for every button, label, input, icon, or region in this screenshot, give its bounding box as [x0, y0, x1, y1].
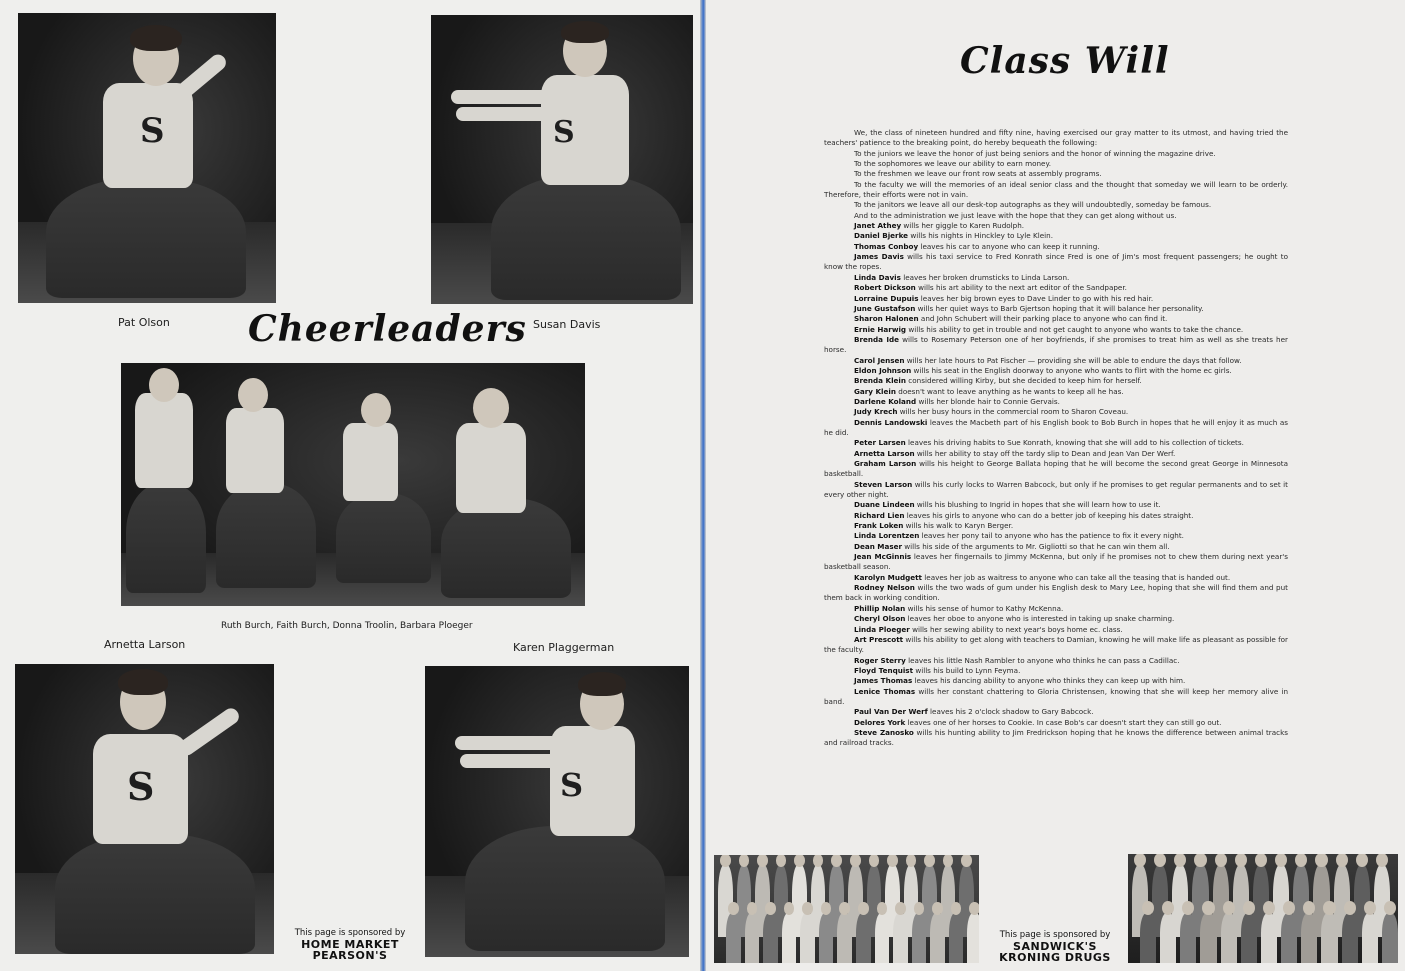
- student-figure: [1180, 913, 1196, 963]
- will-person-name: Steven Larson: [854, 479, 913, 489]
- will-text: To the juniors we leave the honor of just being seniors and the honor of winning the magazine drive.: [854, 148, 1216, 158]
- will-paragraph: [824, 604, 1288, 614]
- cheerleaders-headline: Cheerleaders: [248, 308, 527, 350]
- student-head: [739, 855, 750, 867]
- will-text: wills her quiet ways to Barb Gjertson hoping that it will balance her personality.: [915, 303, 1204, 313]
- student-head: [943, 855, 954, 867]
- student-figure: [1362, 913, 1378, 963]
- student-figure: [856, 913, 871, 963]
- caption-group: Ruth Burch, Faith Burch, Donna Troolin, Barbara Ploeger: [221, 621, 473, 631]
- student-figure: [726, 913, 741, 963]
- will-paragraph: [824, 614, 1288, 624]
- will-person-name: Linda Davis: [854, 272, 901, 282]
- will-paragraph: [824, 635, 1288, 656]
- will-paragraph: [824, 335, 1288, 356]
- left-sponsor: [282, 928, 418, 961]
- student-head: [1263, 901, 1275, 915]
- class-will-text: [824, 128, 1288, 749]
- will-paragraph: [824, 294, 1288, 304]
- sponsor-name: PEARSON'S: [312, 949, 388, 962]
- will-person-name: Frank Loken: [854, 521, 904, 531]
- student-head: [1295, 854, 1307, 867]
- will-person-name: Richard Lien: [854, 510, 905, 520]
- will-paragraph: [824, 676, 1288, 686]
- student-figure: [1301, 913, 1317, 963]
- will-text: wills her giggle to Karen Rudolph.: [901, 221, 1025, 231]
- will-paragraph: [824, 283, 1288, 293]
- will-paragraph: [824, 718, 1288, 728]
- will-text: leaves his car to anyone who can keep it running.: [918, 241, 1100, 251]
- student-head: [765, 902, 776, 915]
- will-person-name: Rodney Nelson: [854, 583, 915, 593]
- student-head: [877, 902, 888, 915]
- will-paragraph: [824, 314, 1288, 324]
- will-paragraph: [824, 500, 1288, 510]
- student-head: [1174, 854, 1186, 867]
- will-paragraph: [824, 231, 1288, 241]
- will-paragraph: [824, 356, 1288, 366]
- student-figure: [893, 913, 908, 963]
- student-head: [869, 855, 880, 867]
- cheerleader-photo-karen-plaggerman: S: [425, 666, 689, 957]
- will-person-name: Roger Sterry: [854, 655, 906, 665]
- student-head: [747, 902, 758, 915]
- will-person-name: June Gustafson: [854, 303, 916, 313]
- cheerleader-photo-susan-davis: S: [431, 15, 693, 304]
- student-figure: [745, 913, 760, 963]
- cheerleader-photo-arnetta-larson: S: [15, 664, 274, 954]
- student-head: [895, 902, 906, 915]
- will-paragraph: [824, 407, 1288, 417]
- student-head: [839, 902, 850, 915]
- class-group-photo-girls: [714, 855, 979, 963]
- student-head: [1215, 854, 1227, 867]
- will-person-name: Karolyn Mudgett: [854, 572, 922, 582]
- will-person-name: Jean McGinnis: [854, 552, 912, 562]
- sponsor-name: SANDWICK'S: [1013, 940, 1097, 953]
- will-text: wills her late hours to Pat Fischer — providing she will be able to endure the days that follow.: [904, 355, 1242, 365]
- will-person-name: James Thomas: [854, 676, 913, 686]
- will-text: considered willing Kirby, but she decided to keep him for herself.: [906, 376, 1142, 386]
- will-person-name: Paul Van Der Werf: [854, 707, 928, 717]
- student-head: [1336, 854, 1348, 867]
- will-person-name: James Davis: [854, 252, 904, 262]
- will-paragraph: [824, 511, 1288, 521]
- student-head: [720, 855, 731, 867]
- will-text: wills his curly locks to Warren Babcock, but only if he promises to get regular permanents and to set it every other night.: [824, 479, 1288, 500]
- will-text: wills his ability to get in trouble and not get caught to anyone who wants to take the chance.: [906, 324, 1244, 334]
- student-figure: [1140, 913, 1156, 963]
- will-paragraph: [824, 728, 1288, 749]
- caption-bottom-left: Arnetta Larson: [104, 638, 186, 651]
- class-will-headline: Class Will: [960, 40, 1170, 82]
- student-figure: [930, 913, 945, 963]
- will-paragraph: [824, 573, 1288, 583]
- will-text: wills his blushing to Ingrid in hopes that she will learn how to use it.: [914, 500, 1161, 510]
- will-person-name: Thomas Conboy: [854, 241, 919, 251]
- will-paragraph: [824, 366, 1288, 376]
- will-text: To the sophomores we leave our ability to earn money.: [854, 159, 1051, 169]
- student-head: [728, 902, 739, 915]
- will-text: leaves her big brown eyes to Dave Linder to go with his red hair.: [918, 293, 1154, 303]
- will-paragraph: [824, 221, 1288, 231]
- student-head: [1384, 901, 1396, 915]
- will-person-name: Lorraine Dupuis: [854, 293, 919, 303]
- will-text: wills his ability to get along with teachers to Damian, knowing he will make life as pleasant as possible for the faculty.: [824, 634, 1288, 655]
- student-head: [1315, 854, 1327, 867]
- will-paragraph: [824, 459, 1288, 480]
- right-page: [706, 0, 1405, 971]
- will-person-name: Judy Krech: [854, 407, 898, 417]
- will-paragraph: [824, 211, 1288, 221]
- cheerleader-photo-pat-olson: S: [18, 13, 276, 303]
- student-head: [1376, 854, 1388, 867]
- will-paragraph: [824, 169, 1288, 179]
- will-person-name: Linda Ploeger: [854, 624, 910, 634]
- will-person-name: Graham Larson: [854, 459, 917, 468]
- student-figure: [800, 913, 815, 963]
- will-person-name: Arnetta Larson: [854, 448, 915, 458]
- will-person-name: Daniel Bjerke: [854, 231, 909, 241]
- will-text: To the faculty we will the memories of an ideal senior class and the thought that someday we will learn to be orderly. Therefore, their efforts were not in vain.: [824, 179, 1288, 200]
- student-figure: [1261, 913, 1277, 963]
- student-head: [1194, 854, 1206, 867]
- student-head: [1202, 901, 1214, 915]
- will-text: To the janitors we leave all our desk-top autographs as they will undoubtedly, someday be famous.: [854, 200, 1212, 210]
- student-head: [1255, 854, 1267, 867]
- will-text: leaves his girls to anyone who can do a better job of keeping his dates straight.: [904, 510, 1194, 520]
- student-head: [757, 855, 768, 867]
- will-text: leaves her job as waitress to anyone who can take all the teasing that is handed out.: [921, 572, 1231, 582]
- will-text: wills her constant chattering to Gloria Christensen, knowing that she will keep her memory alive in band.: [824, 686, 1288, 706]
- sponsor-name: KRONING DRUGS: [999, 951, 1111, 964]
- will-text: wills his walk to Karyn Berger.: [903, 521, 1014, 531]
- student-figure: [763, 913, 778, 963]
- will-person-name: Art Prescott: [854, 634, 904, 644]
- student-head: [1243, 901, 1255, 915]
- student-head: [932, 902, 943, 915]
- will-paragraph: [824, 242, 1288, 252]
- will-text: leaves the Macbeth part of his English book to Bob Burch in hopes that he will enjoy it as much as he did.: [824, 417, 1288, 437]
- will-paragraph: [824, 149, 1288, 159]
- student-head: [794, 855, 805, 867]
- will-text: leaves his dancing ability to anyone who thinks they can keep up with him.: [912, 676, 1186, 686]
- will-paragraph: [824, 376, 1288, 386]
- will-person-name: Brenda Klein: [854, 376, 907, 386]
- will-paragraph: [824, 180, 1288, 201]
- will-person-name: Dennis Landowski: [854, 417, 928, 427]
- will-paragraph: [824, 531, 1288, 541]
- will-text: wills her sewing ability to next year's boys home ec. class.: [909, 624, 1123, 634]
- student-head: [1344, 901, 1356, 915]
- will-person-name: Steve Zanosko: [854, 727, 914, 737]
- student-head: [1356, 854, 1368, 867]
- student-head: [1223, 901, 1235, 915]
- student-figure: [837, 913, 852, 963]
- will-person-name: Duane Lindeen: [854, 500, 915, 510]
- will-paragraph: [824, 273, 1288, 283]
- student-head: [858, 902, 869, 915]
- will-person-name: Darlene Koland: [854, 396, 917, 406]
- student-head: [802, 902, 813, 915]
- student-figure: [949, 913, 964, 963]
- sponsor-prefix: This page is sponsored by: [294, 928, 406, 938]
- will-paragraph: [824, 707, 1288, 717]
- will-person-name: Brenda Ide: [854, 334, 900, 344]
- will-text: wills his sense of humor to Kathy McKenna.: [905, 603, 1064, 613]
- will-paragraph: [824, 480, 1288, 501]
- student-head: [1154, 854, 1166, 867]
- will-paragraph: [824, 200, 1288, 210]
- student-figure: [1321, 913, 1337, 963]
- will-person-name: Delores York: [854, 717, 906, 727]
- student-figure: [1241, 913, 1257, 963]
- will-text: wills his build to Lynn Feyma.: [913, 665, 1021, 675]
- will-text: wills her busy hours in the commercial room to Sharon Coveau.: [897, 407, 1129, 417]
- will-paragraph: [824, 449, 1288, 459]
- will-person-name: Linda Lorentzen: [854, 531, 920, 541]
- student-head: [1235, 854, 1247, 867]
- will-person-name: Carol Jensen: [854, 355, 905, 365]
- will-paragraph: [824, 552, 1288, 573]
- will-paragraph: [824, 542, 1288, 552]
- student-figure: [967, 913, 979, 963]
- will-paragraph: [824, 438, 1288, 448]
- student-figure: [782, 913, 797, 963]
- will-text: wills his taxi service to Fred Konrath since Fred is one of Jim's most frequent passengers; he ought to know the ropes.: [824, 252, 1288, 272]
- student-figure: [1200, 913, 1216, 963]
- student-figure: [1160, 913, 1176, 963]
- will-person-name: Cheryl Olson: [854, 614, 906, 624]
- will-person-name: Peter Larsen: [854, 438, 906, 448]
- will-text: leaves his 2 o'clock shadow to Gary Babcock.: [927, 707, 1094, 717]
- sponsor-prefix: This page is sponsored by: [999, 930, 1111, 940]
- will-text: To the freshmen we leave our front row seats at assembly programs.: [854, 169, 1102, 179]
- will-text: leaves his driving habits to Sue Konrath, knowing that she will add to his collection of tickets.: [905, 438, 1244, 448]
- will-paragraph: [824, 325, 1288, 335]
- student-head: [1364, 901, 1376, 915]
- will-text: leaves one of her horses to Cookie. In case Bob's car doesn't start they can still go out.: [905, 717, 1222, 727]
- will-person-name: Eldon Johnson: [854, 365, 912, 375]
- will-person-name: Janet Athey: [854, 221, 902, 231]
- cheerleaders-group-photo: [121, 363, 585, 606]
- will-text: We, the class of nineteen hundred and fifty nine, having exercised our gray matter to its utmost, and having tried the teachers' patience to the breaking point, do hereby bequeath the following:: [824, 128, 1288, 148]
- will-person-name: Dean Maser: [854, 541, 903, 551]
- student-head: [969, 902, 979, 915]
- caption-top-left: Pat Olson: [118, 316, 170, 329]
- right-sponsor: [988, 930, 1122, 963]
- will-text: leaves her fingernails to Jimmy McKenna, but only if he promises not to chew them during next year's basketball season.: [824, 552, 1288, 572]
- will-text: And to the administration we just leave with the hope that they can get along without us.: [854, 210, 1177, 220]
- student-head: [776, 855, 787, 867]
- student-figure: [1382, 913, 1398, 963]
- will-person-name: Gary Klein: [854, 386, 896, 396]
- will-paragraph: [824, 397, 1288, 407]
- will-text: doesn't want to leave anything as he wants to keep all he has.: [895, 386, 1124, 396]
- will-paragraph: [824, 304, 1288, 314]
- left-page: [0, 0, 700, 971]
- will-person-name: Lenice Thomas: [854, 686, 916, 696]
- student-figure: [1221, 913, 1237, 963]
- will-text: and John Schubert will their parking place to anyone who can find it.: [918, 314, 1168, 324]
- will-paragraph: [824, 583, 1288, 604]
- will-text: wills her ability to stay off the tardy slip to Dean and Jean Van Der Werf.: [914, 448, 1176, 458]
- will-text: wills the two wads of gum under his English desk to Mary Lee, hoping that she will find them and put them back in working condition.: [824, 583, 1288, 603]
- will-paragraph: [824, 252, 1288, 273]
- will-text: wills his art ability to the next art editor of the Sandpaper.: [915, 283, 1127, 293]
- student-head: [906, 855, 917, 867]
- will-paragraph: [824, 656, 1288, 666]
- student-figure: [875, 913, 890, 963]
- student-figure: [1342, 913, 1358, 963]
- will-paragraph: [824, 418, 1288, 439]
- student-head: [1134, 854, 1146, 867]
- will-text: leaves her broken drumsticks to Linda Larson.: [900, 272, 1070, 282]
- student-figure: [912, 913, 927, 963]
- student-figure: [1281, 913, 1297, 963]
- will-paragraph: [824, 521, 1288, 531]
- will-person-name: Ernie Harwig: [854, 324, 907, 334]
- will-paragraph: [824, 666, 1288, 676]
- will-text: wills his seat in the English doorway to anyone who wants to flirt with the home ec girls.: [911, 365, 1232, 375]
- student-head: [1275, 854, 1287, 867]
- class-group-photo-boys: [1128, 854, 1398, 963]
- will-person-name: Robert Dickson: [854, 283, 916, 293]
- student-figure: [819, 913, 834, 963]
- will-text: wills his nights in Hinckley to Lyle Klein.: [908, 231, 1053, 241]
- student-head: [924, 855, 935, 867]
- student-head: [813, 855, 824, 867]
- will-text: wills his hunting ability to Jim Fredrickson hoping that he knows the difference between animal tracks and railroad tracks.: [824, 727, 1288, 748]
- will-paragraph: [824, 159, 1288, 169]
- student-head: [887, 855, 898, 867]
- will-text: leaves his little Nash Rambler to anyone who thinks he can pass a Cadillac.: [905, 655, 1180, 665]
- will-person-name: Floyd Tenquist: [854, 665, 914, 675]
- student-head: [850, 855, 861, 867]
- student-head: [1323, 901, 1335, 915]
- caption-bottom-right: Karen Plaggerman: [513, 641, 615, 654]
- caption-top-right: Susan Davis: [533, 318, 601, 331]
- student-head: [961, 855, 972, 867]
- will-text: wills to Rosemary Peterson one of her boyfriends, if she promises to treat him as well as she treats her horse.: [824, 334, 1288, 355]
- will-person-name: Sharon Halonen: [854, 314, 919, 324]
- will-paragraph: [824, 625, 1288, 635]
- will-text: wills her blonde hair to Connie Gervais.: [916, 396, 1060, 406]
- student-head: [831, 855, 842, 867]
- will-person-name: Phillip Nolan: [854, 603, 906, 613]
- will-text: wills his height to George Ballata hoping that he will become the second great George in Minnesota basketball.: [824, 459, 1288, 479]
- will-text: wills his side of the arguments to Mr. Gigliotti so that he can win them all.: [902, 541, 1170, 551]
- will-paragraph: [824, 387, 1288, 397]
- will-paragraph: [824, 128, 1288, 149]
- will-paragraph: [824, 687, 1288, 708]
- will-text: leaves her pony tail to anyone who has the patience to fix it every night.: [919, 531, 1184, 541]
- sponsor-name: HOME MARKET: [301, 938, 399, 951]
- will-text: leaves her oboe to anyone who is interested in taking up snake charming.: [905, 614, 1175, 624]
